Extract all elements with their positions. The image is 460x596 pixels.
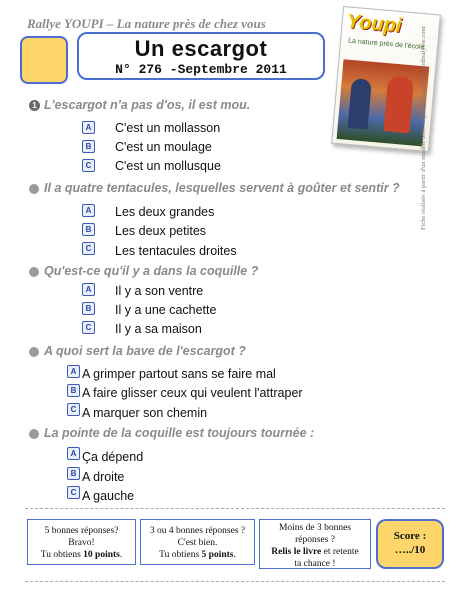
answer-letter-c[interactable]: C bbox=[82, 242, 95, 255]
answer-text: Les deux petites bbox=[115, 224, 207, 238]
answer-letter-c[interactable]: C bbox=[67, 486, 80, 499]
answer-text: Il y a son ventre bbox=[115, 284, 204, 298]
answer-letter-a[interactable]: A bbox=[67, 447, 80, 460]
title-box bbox=[77, 32, 325, 80]
answer-text: C'est un mollusque bbox=[115, 159, 221, 173]
score-cell-text: Tu obtiens 5 points. bbox=[159, 550, 236, 560]
answer-text: Les tentacules droites bbox=[115, 244, 237, 258]
question-text: L'escargot n'a pas d'os, il est mou. bbox=[44, 98, 251, 112]
score-cell-text: 3 ou 4 bonnes réponses ? bbox=[149, 526, 246, 536]
score-cell-text: 5 bonnes réponses? bbox=[44, 526, 119, 536]
question-bullet bbox=[29, 184, 39, 194]
page-title: Un escargot bbox=[134, 36, 268, 61]
dashed-divider bbox=[25, 508, 445, 509]
answer-text: Les deux grandes bbox=[115, 205, 215, 219]
answer-letter-a[interactable]: A bbox=[82, 121, 95, 134]
score-box bbox=[376, 519, 444, 569]
score-cell-text: C'est bien. bbox=[177, 538, 218, 548]
page-subtitle: N° 276 -Septembre 2011 bbox=[115, 62, 287, 77]
score-cell-10-points bbox=[27, 519, 136, 565]
question-bullet bbox=[29, 429, 39, 439]
question-text: A quoi sert la bave de l'escargot ? bbox=[44, 344, 246, 358]
score-cell-text: réponses ? bbox=[295, 535, 335, 545]
score-cell-5-points bbox=[140, 519, 255, 565]
score-cell-text: ta chance ! bbox=[294, 559, 336, 569]
score-cell-text: Moins de 3 bonnes bbox=[278, 523, 352, 533]
score-cell-retry bbox=[259, 519, 371, 569]
question-number-badge: 1 bbox=[29, 100, 40, 111]
answer-text: Il y a sa maison bbox=[115, 322, 202, 336]
answer-letter-a[interactable]: A bbox=[82, 204, 95, 217]
answer-text: A faire glisser ceux qui veulent l'attraper bbox=[82, 386, 303, 400]
answer-text: Ça dépend bbox=[82, 450, 144, 464]
magazine-figure bbox=[383, 75, 414, 133]
answer-text: A grimper partout sans se faire mal bbox=[82, 367, 276, 381]
answer-text: C'est un moulage bbox=[115, 140, 212, 154]
magazine-cover-text: La nature près de l'école bbox=[347, 37, 425, 52]
answer-letter-a[interactable]: A bbox=[67, 365, 80, 378]
answer-letter-b[interactable]: B bbox=[82, 140, 95, 153]
answer-text: C'est un mollasson bbox=[115, 121, 221, 135]
score-value: …../10 bbox=[394, 544, 426, 556]
question-text: Qu'est-ce qu'il y a dans la coquille ? bbox=[44, 264, 259, 278]
answer-letter-c[interactable]: C bbox=[82, 159, 95, 172]
magazine-logo: Youpi bbox=[345, 10, 403, 38]
answer-letter-a[interactable]: A bbox=[82, 283, 95, 296]
side-credit: Fiche réalisée à partir d'un modèle téléchargé sur http://www.jardinalysse.com bbox=[420, 26, 427, 230]
score-cell-text: Relis le livre et retente bbox=[271, 547, 359, 557]
answer-letter-b[interactable]: B bbox=[67, 384, 80, 397]
answer-letter-c[interactable]: C bbox=[67, 403, 80, 416]
answer-text: A marquer son chemin bbox=[82, 406, 208, 420]
question-text: Il a quatre tentacules, lesquelles servent à goûter et sentir ? bbox=[44, 181, 400, 195]
question-text: La pointe de la coquille est toujours tournée : bbox=[44, 426, 315, 440]
answer-letter-b[interactable]: B bbox=[67, 467, 80, 480]
score-cell-text: Bravo! bbox=[68, 538, 95, 548]
answer-letter-c[interactable]: C bbox=[82, 321, 95, 334]
yellow-decorative-box bbox=[20, 36, 68, 84]
page-tagline: Rallye YOUPI – La nature près de chez vous bbox=[27, 16, 266, 31]
answer-text: Il y a une cachette bbox=[115, 303, 217, 317]
score-label: Score : bbox=[393, 530, 427, 542]
score-cell-text: Tu obtiens 10 points. bbox=[40, 550, 123, 560]
answer-text: A gauche bbox=[82, 489, 135, 503]
dashed-divider bbox=[25, 581, 445, 582]
answer-letter-b[interactable]: B bbox=[82, 223, 95, 236]
answer-letter-b[interactable]: B bbox=[82, 302, 95, 315]
question-bullet bbox=[29, 267, 39, 277]
question-bullet bbox=[29, 347, 39, 357]
answer-text: A droite bbox=[82, 470, 125, 484]
